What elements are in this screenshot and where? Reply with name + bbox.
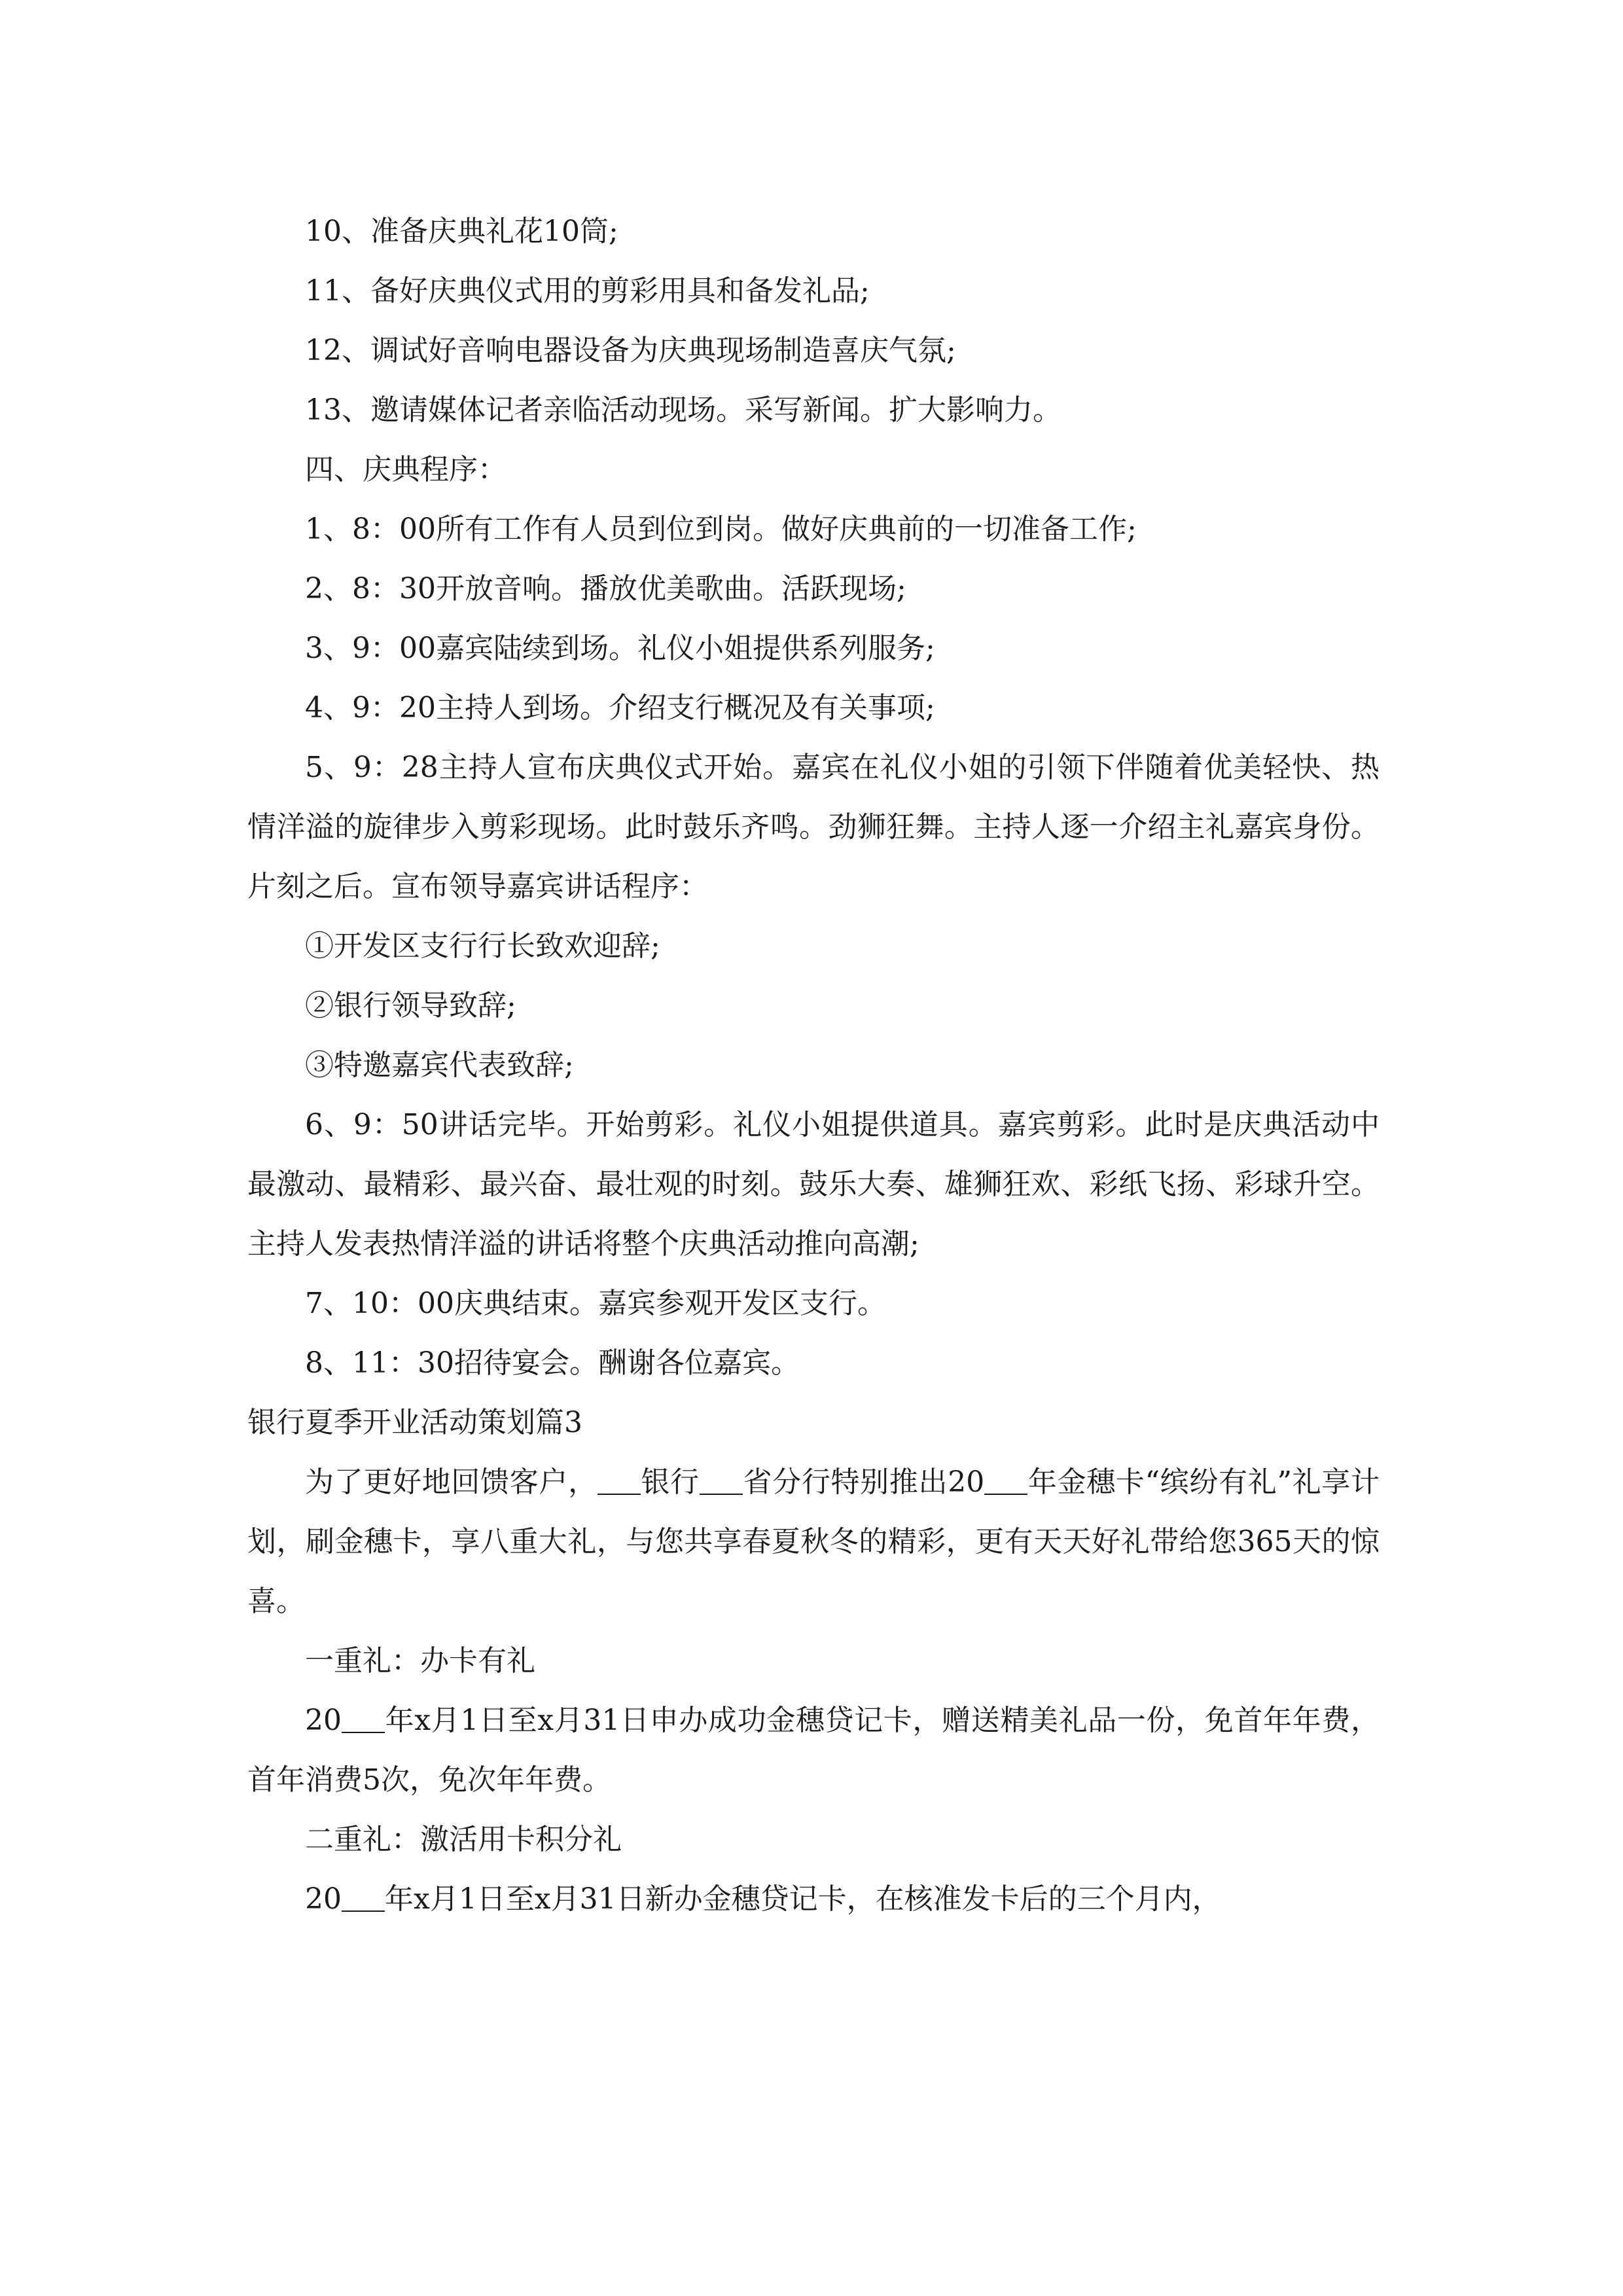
intro-text-3: 省分行特别推出20 — [742, 1465, 985, 1499]
blank-underline — [597, 1465, 641, 1495]
program-step-5: 5、9：28主持人宣布庆典仪式开始。嘉宾在礼仪小姐的引领下伴随着优美轻快、热情洋溢的旋律步入剪彩现场。此时鼓乐齐鸣。劲狮狂舞。主持人逐一介绍主礼嘉宾身份。片刻之后。宣布领导嘉宾讲话程序： — [247, 751, 1380, 903]
item-13: 13、邀请媒体记者亲临活动现场。采写新闻。扩大影响力。 — [305, 393, 1061, 427]
gift2-text-1: 20 — [305, 1882, 342, 1916]
blank-underline — [700, 1465, 743, 1495]
speech-2: ②银行领导致辞; — [305, 989, 516, 1022]
gift1-body — [247, 1691, 1380, 1810]
section-heading-program: 四、庆典程序： — [305, 453, 507, 486]
section-title: 银行夏季开业活动策划篇3 — [247, 1406, 582, 1439]
gift1-title: 一重礼：办卡有礼 — [305, 1644, 535, 1677]
item-12: 12、调试好音响电器设备为庆典现场制造喜庆气氛; — [305, 334, 956, 367]
intro-text-1: 为了更好地回馈客户， — [305, 1465, 597, 1499]
item-11: 11、备好庆典仪式用的剪彩用具和备发礼品; — [305, 274, 870, 308]
intro-text-4: 年金穗卡“缤纷有礼”礼享计划，刷金穗卡，享八重大礼，与您共享春夏秋冬的精彩，更有天天好礼带给您365天的惊喜。 — [247, 1465, 1380, 1618]
blank-underline — [342, 1882, 385, 1912]
blank-underline — [342, 1703, 385, 1733]
gift2-body — [247, 1869, 1380, 1929]
blank-underline — [984, 1465, 1027, 1495]
speech-3: ③特邀嘉宾代表致辞; — [305, 1049, 574, 1082]
program-step-7: 7、10：00庆典结束。嘉宾参观开发区支行。 — [305, 1287, 886, 1320]
item-10: 10、准备庆典礼花10筒; — [305, 215, 618, 248]
gift2-text-2: 年x月1日至x月31日新办金穗贷记卡，在核准发卡后的三个月内， — [385, 1882, 1221, 1916]
program-step-3: 3、9：00嘉宾陆续到场。礼仪小姐提供系列服务; — [305, 632, 935, 665]
program-step-2: 2、8：30开放音响。播放优美歌曲。活跃现场; — [305, 572, 906, 605]
gift1-text-1: 20 — [305, 1704, 342, 1737]
document-body — [247, 202, 1380, 1929]
program-step-6: 6、9：50讲话完毕。开始剪彩。礼仪小姐提供道具。嘉宾剪彩。此时是庆典活动中最激动、最精彩、最兴奋、最壮观的时刻。鼓乐大奏、雄狮狂欢、彩纸飞扬、彩球升空。主持人发表热情洋溢的讲话将整个庆典活动推向高潮; — [247, 1108, 1380, 1261]
intro-paragraph — [247, 1452, 1380, 1631]
program-step-8: 8、11：30招待宴会。酬谢各位嘉宾。 — [305, 1346, 800, 1380]
program-step-4: 4、9：20主持人到场。介绍支行概况及有关事项; — [305, 691, 935, 725]
gift2-title: 二重礼：激活用卡积分礼 — [305, 1823, 622, 1856]
speech-1: ①开发区支行行长致欢迎辞; — [305, 929, 660, 963]
gift1-text-2: 年x月1日至x月31日申办成功金穗贷记卡，赠送精美礼品一份，免首年年费，首年消费5次，免次年年费。 — [247, 1704, 1380, 1797]
intro-text-2: 银行 — [640, 1465, 700, 1499]
program-step-1: 1、8：00所有工作有人员到位到岗。做好庆典前的一切准备工作; — [305, 512, 1137, 546]
